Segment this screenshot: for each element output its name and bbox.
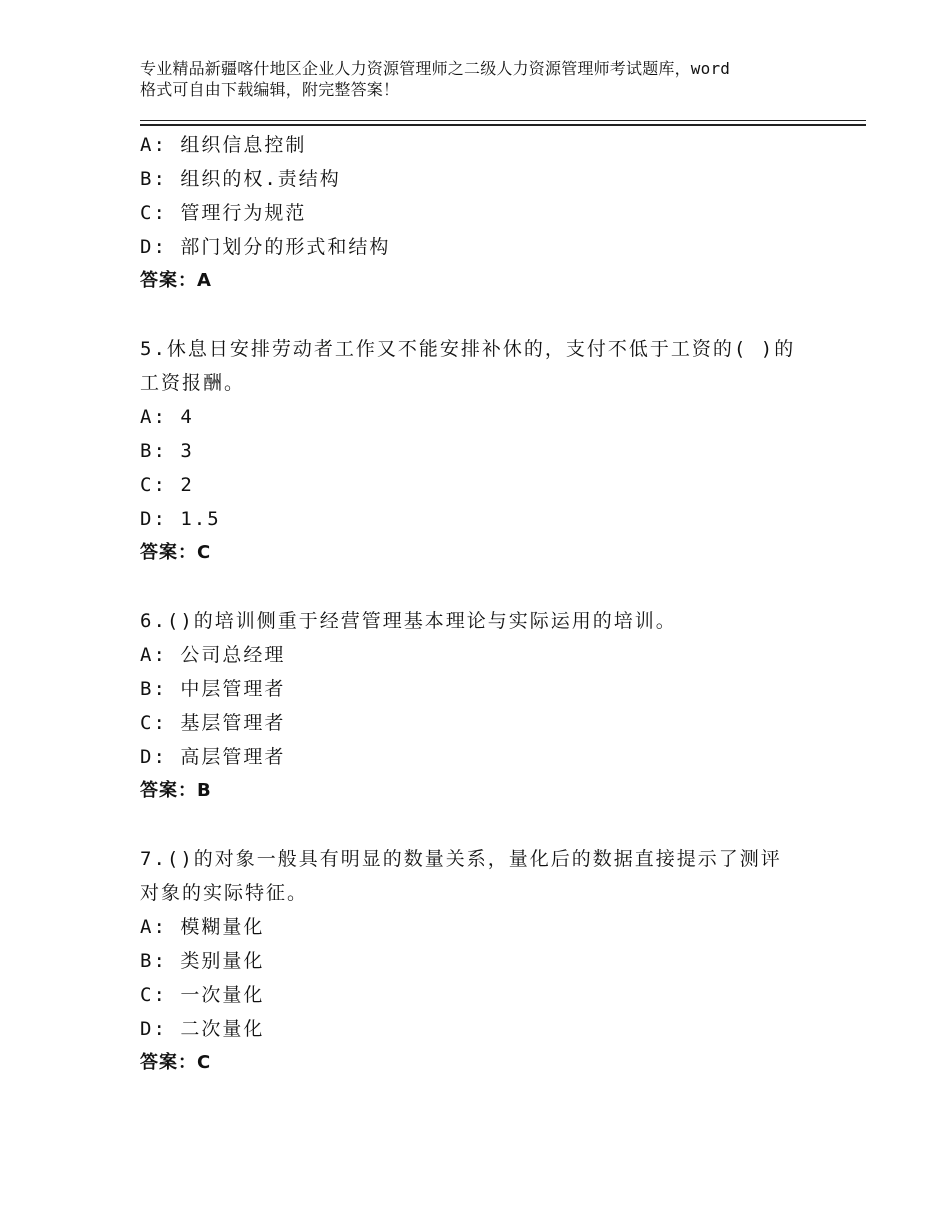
option-d: D: 1.5 — [140, 508, 221, 530]
option-c: C: 管理行为规范 — [140, 202, 307, 224]
option-b: B: 类别量化 — [140, 950, 265, 972]
option-d: D: 二次量化 — [140, 1018, 265, 1040]
option-d: D: 高层管理者 — [140, 746, 286, 768]
question-text: 对象的实际特征。 — [140, 882, 309, 904]
document-header — [140, 58, 840, 100]
header-line-2: 格式可自由下载编辑，附完整答案！ — [140, 80, 400, 99]
answer-label: 答案：A — [140, 270, 212, 291]
question-text: 5.休息日安排劳动者工作又不能安排补休的，支付不低于工资的( )的 — [140, 338, 796, 360]
option-b: B: 3 — [140, 440, 194, 462]
spacer — [140, 570, 820, 604]
option-a: A: 4 — [140, 406, 194, 428]
spacer — [140, 298, 820, 332]
option-b: B: 组织的权.责结构 — [140, 168, 341, 190]
question-block — [140, 604, 820, 808]
option-c: C: 一次量化 — [140, 984, 265, 1006]
option-a: A: 公司总经理 — [140, 644, 286, 666]
question-block — [140, 332, 820, 570]
option-d: D: 部门划分的形式和结构 — [140, 236, 391, 258]
spacer — [140, 808, 820, 842]
answer-label: 答案：C — [140, 542, 212, 563]
option-c: C: 2 — [140, 474, 194, 496]
header-rule — [140, 120, 866, 126]
header-line-1: 专业精品新疆喀什地区企业人力资源管理师之二级人力资源管理师考试题库，word — [140, 59, 731, 78]
question-text: 工资报酬。 — [140, 372, 246, 394]
option-b: B: 中层管理者 — [140, 678, 286, 700]
answer-label: 答案：B — [140, 780, 212, 801]
option-a: A: 组织信息控制 — [140, 134, 307, 156]
question-text: 7.()的对象一般具有明显的数量关系，量化后的数据直接提示了测评 — [140, 848, 782, 870]
option-a: A: 模糊量化 — [140, 916, 265, 938]
question-list — [140, 128, 820, 1080]
question-text: 6.()的培训侧重于经营管理基本理论与实际运用的培训。 — [140, 610, 677, 632]
question-block — [140, 128, 820, 298]
answer-label: 答案：C — [140, 1052, 212, 1073]
option-c: C: 基层管理者 — [140, 712, 286, 734]
question-block — [140, 842, 820, 1080]
